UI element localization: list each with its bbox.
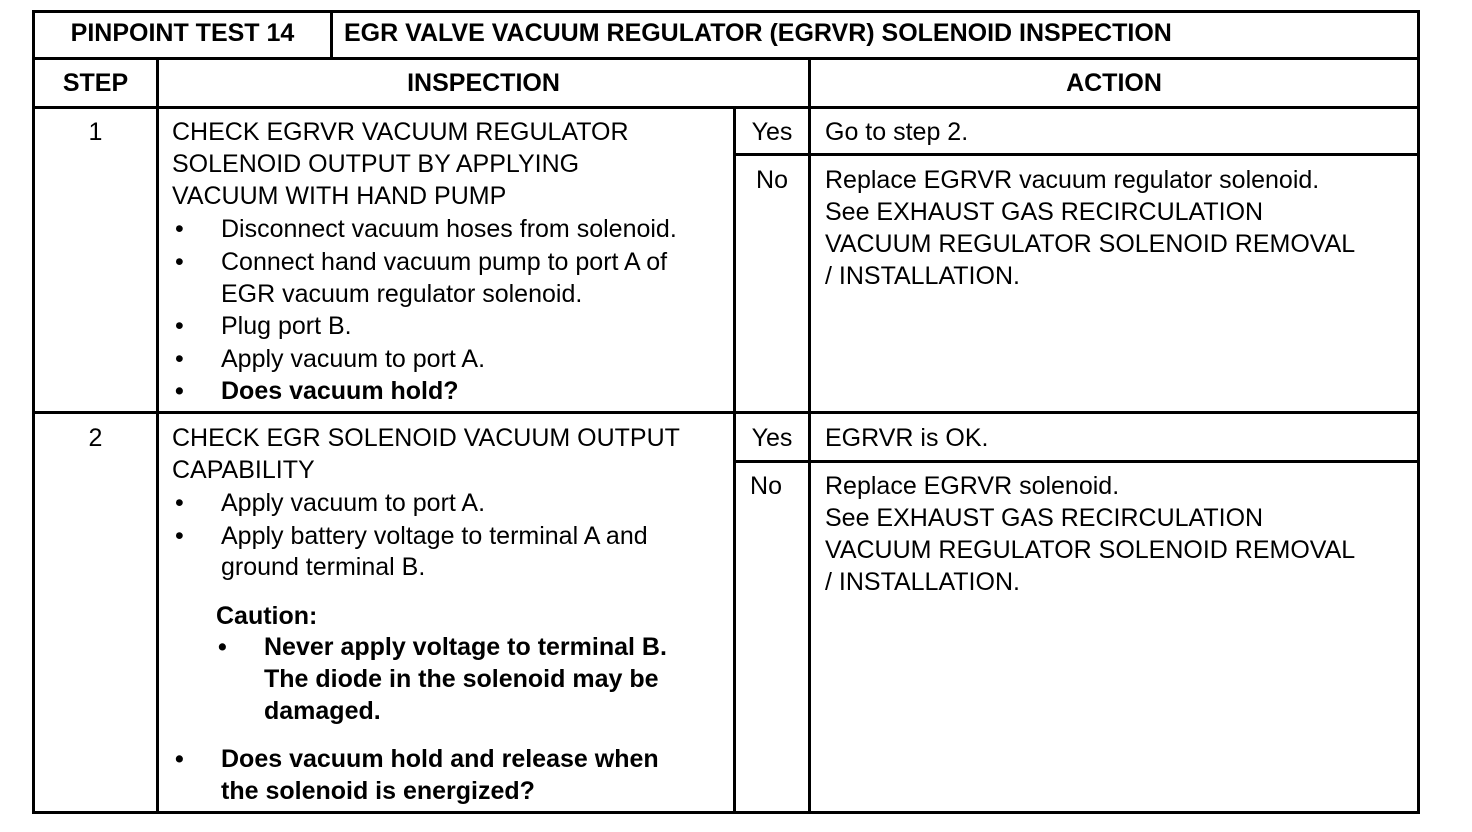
rule-action-column [808,58,811,814]
procedure-question-continuation: the solenoid is energized? [221,777,535,805]
step1-procedure-list [173,213,677,278]
no-label: No [750,472,782,500]
procedure-item: • Apply vacuum to port A. [173,343,485,376]
caution-list [216,631,667,664]
procedure-item-continuation: EGR vacuum regulator solenoid. [221,280,583,308]
yes-label: Yes [751,118,793,146]
step-number: 2 [88,424,103,452]
column-header-step: STEP [62,69,129,97]
no-action-line: Replace EGRVR vacuum regulator solenoid. [825,166,1320,194]
no-action-line: / INSTALLATION. [825,568,1020,596]
caution-continuation: damaged. [264,697,381,725]
step-number: 1 [88,118,103,146]
step1-procedure-list-cont [173,310,485,408]
final-question-list [173,743,659,776]
procedure-item: • Apply battery voltage to terminal A and [173,520,648,553]
step-heading-line: VACUUM WITH HAND PUMP [172,182,507,210]
test-title: EGR VALVE VACUUM REGULATOR (EGRVR) SOLENOID INSPECTION [344,19,1172,47]
no-action-line: / INSTALLATION. [825,262,1020,290]
no-action-line: VACUUM REGULATOR SOLENOID REMOVAL [825,230,1356,258]
step-heading-line: CAPABILITY [172,456,315,484]
no-action-line: See EXHAUST GAS RECIRCULATION [825,198,1264,226]
step2-procedure-list [173,487,648,552]
procedure-question: • Does vacuum hold and release when [173,743,659,776]
procedure-item: • Plug port B. [173,310,485,343]
yes-action: EGRVR is OK. [825,424,989,452]
caution-label: Caution: [216,602,318,630]
column-header-inspection: INSPECTION [407,69,560,97]
procedure-question: • Does vacuum hold? [173,375,485,408]
rule-title-divider [330,10,333,59]
no-action-line: VACUUM REGULATOR SOLENOID REMOVAL [825,536,1356,564]
step-heading-line: SOLENOID OUTPUT BY APPLYING [172,150,580,178]
caution-continuation: The diode in the solenoid may be [264,665,659,693]
no-action-line: Replace EGRVR solenoid. [825,472,1120,500]
yes-action: Go to step 2. [825,118,969,146]
rule-under-column-headers [32,106,1420,109]
rule-yes-no-column [733,107,736,814]
rule-between-steps [32,411,1420,414]
test-label: PINPOINT TEST 14 [70,19,295,47]
procedure-item: • Apply vacuum to port A. [173,487,648,520]
yes-label: Yes [751,424,793,452]
rule-step2-yes-no [733,460,1420,463]
procedure-item: • Connect hand vacuum pump to port A of [173,246,677,279]
rule-step-column [156,58,159,814]
no-action-line: See EXHAUST GAS RECIRCULATION [825,504,1264,532]
rule-step1-yes-no [733,153,1420,156]
step-heading-line: CHECK EGR SOLENOID VACUUM OUTPUT [172,424,680,452]
step-heading-line: CHECK EGRVR VACUUM REGULATOR [172,118,629,146]
procedure-item: • Disconnect vacuum hoses from solenoid. [173,213,677,246]
column-header-action: ACTION [1066,69,1162,97]
procedure-item-continuation: ground terminal B. [221,553,426,581]
no-label: No [756,166,788,194]
rule-under-title [32,57,1420,60]
caution-item: • Never apply voltage to terminal B. [216,631,667,664]
